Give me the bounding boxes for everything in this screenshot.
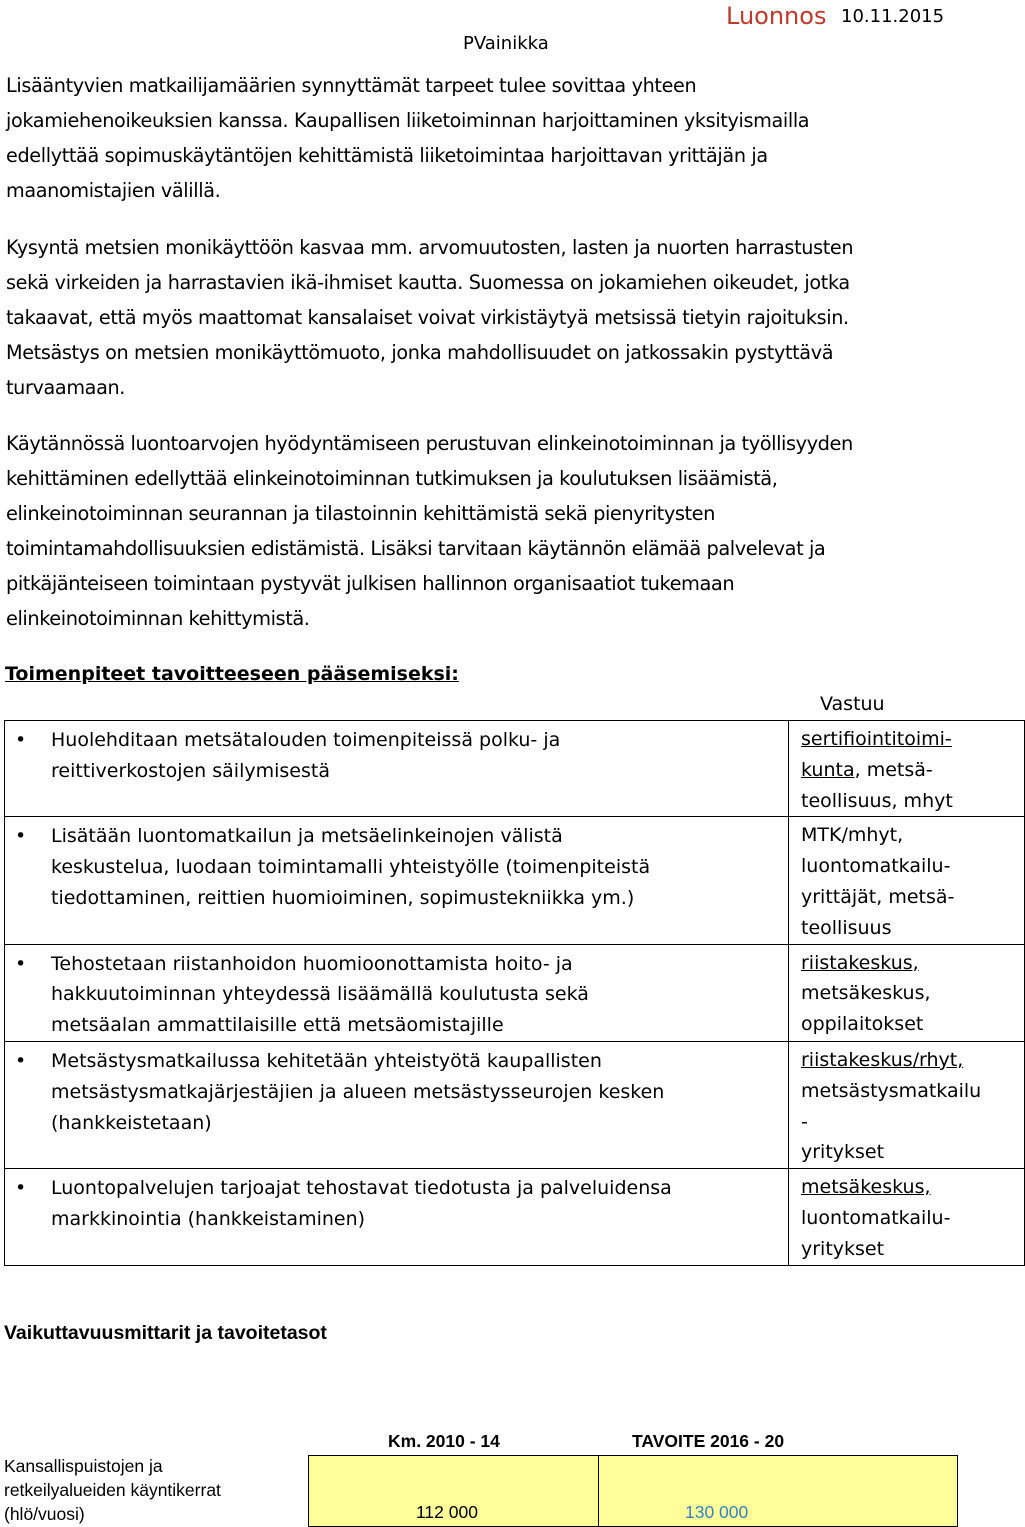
bullet-icon: • (15, 952, 27, 975)
target-value: 130 000 (685, 1502, 749, 1522)
responsible-party-line (801, 755, 1020, 786)
draft-status: Luonnos (726, 2, 827, 30)
responsible-party-line (801, 1045, 1020, 1076)
responsible-party-underlined: metsäkeskus, (801, 1176, 931, 1199)
responsible-party-line: yritykset (801, 1237, 885, 1260)
measure-row (5, 1041, 1025, 1168)
paragraph-line: takaavat, että myös maattomat kansalaiset voivat virkistäytyä metsissä tietyin rajoituksin. (6, 306, 849, 329)
measure-action-line: reittiverkostojen säilymisestä (51, 759, 330, 782)
measure-action-cell (5, 721, 789, 817)
paragraph-line: edellyttää sopimuskäytäntöjen kehittämistä liiketoimintaa harjoittavan yrittäjän ja (6, 144, 768, 167)
document-date: 10.11.2015 (841, 6, 945, 27)
measure-action-cell (5, 817, 789, 944)
responsible-party-line: yritykset (801, 1141, 885, 1164)
bullet-icon: • (15, 1049, 27, 1072)
measure-action-line: markkinointia (hankkeistaminen) (51, 1207, 366, 1230)
measure-action-line: (hankkeistetaan) (51, 1111, 212, 1134)
responsible-party-line (801, 724, 1020, 755)
paragraph-3 (6, 426, 958, 636)
measure-action-line: metsästysmatkajärjestäjien ja alueen metsästysseurojen kesken (51, 1080, 665, 1103)
measure-action-line: metsäalan ammattilaisille että metsäomistajille (51, 1014, 504, 1037)
responsible-party-line: metsästysmatkailu (801, 1079, 982, 1102)
paragraph-line: kehittäminen edellyttää elinkeinotoiminnan tutkimuksen ja koulutuksen lisäämistä, (6, 467, 778, 490)
paragraph-line: Metsästys on metsien monikäyttömuoto, jonka mahdollisuudet on jatkossakin pystyttävä (6, 341, 834, 364)
paragraph-line: sekä virkeiden ja harrastavien ikä-ihmiset kautta. Suomessa on jokamiehen oikeudet, jotka (6, 271, 850, 294)
baseline-column-header: Km. 2010 - 14 (388, 1431, 500, 1451)
measure-action-line: Tehostetaan riistanhoidon huomioonottamista hoito- ja (51, 952, 573, 975)
responsible-party-line (801, 1172, 1020, 1203)
measure-action-line: Metsästysmatkailussa kehitetään yhteistyötä kaupallisten (51, 1049, 602, 1072)
indicator-values-box (308, 1455, 958, 1527)
measure-responsibility-cell (789, 1169, 1025, 1265)
paragraph-line: jokamiehenoikeuksien kanssa. Kaupallisen liiketoiminnan harjoittaminen yksityismailla (6, 109, 810, 132)
indicator-label-line: Kansallispuistojen ja (4, 1456, 163, 1476)
indicator-box-divider (598, 1456, 599, 1526)
paragraph-line: elinkeinotoiminnan seurannan ja tilastoinnin kehittämistä sekä pienyritysten (6, 502, 715, 525)
measure-action-line: Lisätään luontomatkailun ja metsäelinkeinojen välistä (51, 825, 563, 848)
bullet-icon: • (15, 825, 27, 848)
paragraph-line: Kysyntä metsien monikäyttöön kasvaa mm. arvomuutosten, lasten ja nuorten harrastusten (6, 236, 854, 259)
measure-row (5, 721, 1025, 817)
measure-responsibility-cell (789, 944, 1025, 1041)
indicator-label-line: (hlö/vuosi) (4, 1504, 85, 1524)
paragraph-line: turvaamaan. (6, 376, 126, 399)
responsible-party-underlined: riistakeskus, (801, 951, 919, 974)
paragraph-line: Lisääntyvien matkailijamäärien synnyttämät tarpeet tulee sovittaa yhteen (6, 74, 697, 97)
measure-row (5, 1169, 1025, 1265)
paragraph-1 (6, 68, 958, 208)
measure-action-line: keskustelua, luodaan toimintamalli yhteistyölle (toimenpiteistä (51, 856, 651, 879)
responsible-party-line: teollisuus (801, 916, 892, 939)
document-name: PVainikka (463, 33, 549, 54)
measure-action-cell (5, 1169, 789, 1265)
indicators-title: Vaikuttavuusmittarit ja tavoitetasot (4, 1322, 327, 1344)
measures-title: Toimenpiteet tavoitteeseen pääsemiseksi: (5, 663, 459, 685)
responsible-party-line: luontomatkailu- (801, 855, 951, 878)
responsible-party-line: luontomatkailu- (801, 1206, 951, 1229)
responsible-party-line: - (801, 1110, 808, 1133)
paragraph-line: elinkeinotoiminnan kehittymistä. (6, 607, 310, 630)
baseline-value: 112 000 (416, 1502, 478, 1522)
responsible-party-text: , metsä- (854, 758, 933, 781)
indicator-label-line: retkeilyalueiden käyntikerrat (4, 1480, 221, 1500)
paragraph-line: pitkäjänteiseen toimintaan pystyvät julkisen hallinnon organisaatiot tukemaan (6, 572, 735, 595)
measure-row (5, 817, 1025, 944)
responsible-party-line: yrittäjät, metsä- (801, 885, 955, 908)
responsible-party-underlined: riistakeskus/rhyt, (801, 1048, 964, 1071)
responsible-party-line (801, 948, 1020, 979)
measure-action-line: Luontopalvelujen tarjoajat tehostavat tiedotusta ja palveluidensa (51, 1177, 672, 1200)
responsible-party-line: oppilaitokset (801, 1013, 924, 1036)
measure-row (5, 944, 1025, 1041)
measure-action-cell (5, 1041, 789, 1168)
responsible-party-underlined: sertifiointitoimi- (801, 728, 952, 750)
target-column-header: TAVOITE 2016 - 20 (632, 1431, 785, 1451)
responsible-party-line: teollisuus, mhyt (801, 789, 953, 812)
measure-action-line: Huolehditaan metsätalouden toimenpiteissä polku- ja (51, 729, 561, 751)
measure-responsibility-cell (789, 721, 1025, 817)
paragraph-line: maanomistajien välillä. (6, 179, 221, 202)
measure-action-line: hakkuutoiminnan yhteydessä lisäämällä koulutusta sekä (51, 983, 589, 1006)
responsible-party-underlined: kunta (801, 758, 855, 781)
measure-action-cell (5, 944, 789, 1041)
measure-responsibility-cell (789, 817, 1025, 944)
measure-action-line: tiedottaminen, reittien huomioiminen, sopimustekniikka ym.) (51, 886, 635, 909)
indicator-row-label (4, 1454, 221, 1526)
paragraph-2 (6, 230, 958, 405)
responsible-party-line: MTK/mhyt, (801, 824, 904, 847)
measures-table (4, 720, 982, 1260)
bullet-icon: • (15, 1177, 27, 1200)
bullet-icon: • (15, 729, 27, 751)
measure-responsibility-cell (789, 1041, 1025, 1168)
responsibility-header: Vastuu (820, 693, 885, 715)
paragraph-line: Käytännössä luontoarvojen hyödyntämiseen perustuvan elinkeinotoiminnan ja työllisyyden (6, 432, 853, 455)
responsible-party-line: metsäkeskus, (801, 982, 931, 1005)
paragraph-line: toimintamahdollisuuksien edistämistä. Lisäksi tarvitaan käytännön elämää palvelevat ja (6, 537, 826, 560)
